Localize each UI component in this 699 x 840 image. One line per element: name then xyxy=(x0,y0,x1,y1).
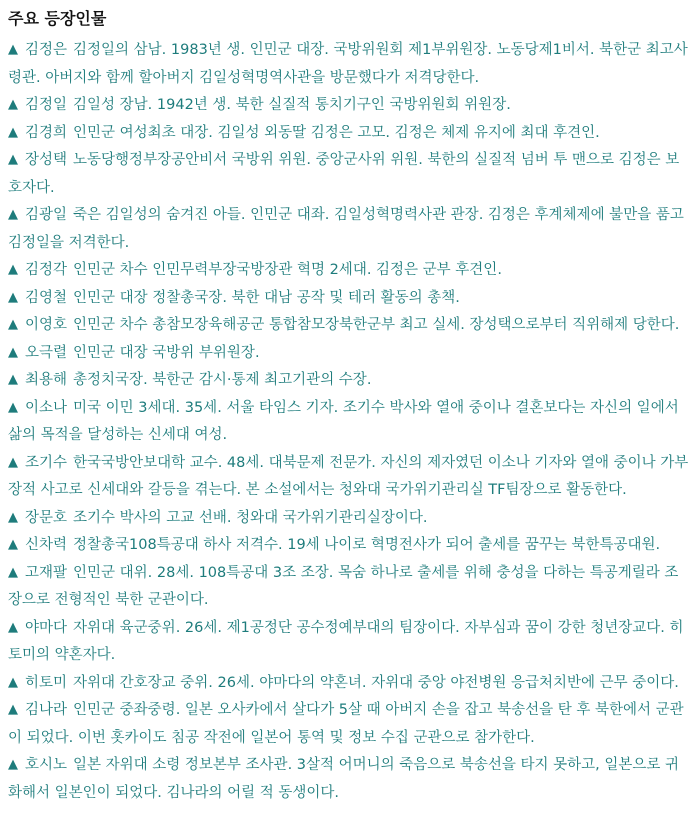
character-entry xyxy=(8,312,691,340)
triangle-bullet-icon: ▲ xyxy=(8,289,18,305)
triangle-bullet-icon: ▲ xyxy=(8,152,18,167)
character-entry xyxy=(8,532,691,560)
character-description: 한국국방안보대학 교수. 48세. 대북문제 전문가. 자신의 제자였던 이소나 기자와 열애 중이나 가부장적 사고로 신세대와 갈등을 겪는다. 본 소설에서는 청와대 국가위기관리실 TF팀장으로 활동한다. xyxy=(8,454,689,498)
character-description: 인민군 여성최초 대장. 김일성 외동딸 김정은 고모. 김정은 체제 유지에 최대 후견인. xyxy=(73,124,600,141)
character-name: 장성택 xyxy=(25,152,68,168)
character-description: 인민군 차수 인민무력부장국방장관 혁명 2세대. 김정은 군부 후견인. xyxy=(73,262,502,278)
character-name: 김나라 xyxy=(25,702,68,718)
character-name: 김영철 xyxy=(25,289,68,306)
character-entry xyxy=(8,202,691,257)
character-name: 조기수 xyxy=(25,454,68,471)
character-entry xyxy=(8,285,691,313)
triangle-bullet-icon: ▲ xyxy=(8,619,18,635)
triangle-bullet-icon: ▲ xyxy=(8,372,18,387)
character-description: 인민군 대장 정찰총국장. 북한 대남 공작 및 테러 활동의 총책. xyxy=(73,289,460,306)
triangle-bullet-icon: ▲ xyxy=(8,702,18,717)
character-description: 정찰총국108특공대 하사 저격수. 19세 나이로 혁명전사가 되어 출세를 꿈꾸는 북한특공대원. xyxy=(73,537,661,553)
character-name: 오극렬 xyxy=(25,344,68,361)
character-entry xyxy=(8,37,691,92)
triangle-bullet-icon: ▲ xyxy=(8,124,18,140)
character-list xyxy=(8,37,691,807)
character-description: 인민군 중좌중령. 일본 오사카에서 살다가 5살 때 아버지 손을 잡고 북송선을 탄 후 북한에서 군관이 되었다. 이번 홋카이도 침공 작전에 일본어 통역 및 정보 수집 군관으로 참가한다. xyxy=(8,702,684,746)
page-title: 주요 등장인물 xyxy=(8,9,107,28)
triangle-bullet-icon: ▲ xyxy=(8,564,18,580)
character-entry xyxy=(8,340,691,368)
character-name: 야마다 xyxy=(25,619,68,636)
character-entry xyxy=(8,120,691,148)
character-description: 총정치국장. 북한군 감시·통제 최고기관의 수장. xyxy=(73,372,372,388)
character-name: 최용해 xyxy=(25,372,68,388)
character-name: 이영호 xyxy=(25,317,68,333)
character-entry xyxy=(8,450,691,505)
character-entry xyxy=(8,367,691,395)
character-name: 고재팔 xyxy=(25,564,68,581)
character-name: 김광일 xyxy=(25,207,68,223)
character-name: 장문호 xyxy=(25,509,68,526)
character-name: 신차력 xyxy=(25,537,68,553)
character-name: 호시노 xyxy=(25,757,68,773)
triangle-bullet-icon: ▲ xyxy=(8,97,18,112)
character-entry xyxy=(8,752,691,807)
triangle-bullet-icon: ▲ xyxy=(8,509,18,525)
character-entry xyxy=(8,615,691,670)
character-description: 인민군 대위. 28세. 108특공대 3조 조장. 목숨 하나로 출세를 위해 충성을 다하는 특공게릴라 조장으로 전형적인 북한 군관이다. xyxy=(8,564,679,608)
character-name: 김정일 xyxy=(25,97,68,113)
character-description: 일본 자위대 소령 정보본부 조사관. 3살적 어머니의 죽음으로 북송선을 타지 못하고, 일본으로 귀화해서 일본인이 되었다. 김나라의 어릴 적 동생이다. xyxy=(8,757,680,801)
character-entry xyxy=(8,670,691,698)
triangle-bullet-icon: ▲ xyxy=(8,674,18,690)
triangle-bullet-icon: ▲ xyxy=(8,42,18,57)
triangle-bullet-icon: ▲ xyxy=(8,344,18,360)
character-description: 김일성 장남. 1942년 생. 북한 실질적 통치기구인 국방위원회 위원장. xyxy=(73,97,511,113)
character-description: 죽은 김일성의 숨겨진 아들. 인민군 대좌. 김일성혁명력사관 관장. 김정은 후계체제에 불만을 품고 김정일을 저격한다. xyxy=(8,207,684,251)
character-description: 자위대 간호장교 중위. 26세. 야마다의 약혼녀. 자위대 중앙 야전병원 응급처치반에 근무 중이다. xyxy=(73,674,679,691)
character-name: 김정은 xyxy=(25,42,68,58)
triangle-bullet-icon: ▲ xyxy=(8,262,18,277)
triangle-bullet-icon: ▲ xyxy=(8,454,18,470)
triangle-bullet-icon: ▲ xyxy=(8,537,18,552)
triangle-bullet-icon: ▲ xyxy=(8,757,18,772)
character-entry xyxy=(8,560,691,615)
triangle-bullet-icon: ▲ xyxy=(8,317,18,332)
character-entry xyxy=(8,395,691,450)
character-entry xyxy=(8,257,691,285)
character-entry xyxy=(8,505,691,533)
triangle-bullet-icon: ▲ xyxy=(8,207,18,222)
character-description: 노동당행정부장공안비서 국방위 위원. 중앙군사위 위원. 북한의 실질적 넘버 투 맨으로 김정은 보호자다. xyxy=(8,152,680,196)
character-description: 자위대 육군중위. 26세. 제1공정단 공수정예부대의 팀장이다. 자부심과 꿈이 강한 청년장교다. 히토미의 약혼자다. xyxy=(8,619,684,663)
character-name: 김경희 xyxy=(25,124,68,141)
character-description: 김정일의 삼남. 1983년 생. 인민군 대장. 국방위원회 제1부위원장. 노동당제1비서. 북한군 최고사령관. 아버지와 함께 할아버지 김일성혁명역사관을 방문했다가 저격당한다. xyxy=(8,42,688,86)
character-entry xyxy=(8,147,691,202)
triangle-bullet-icon: ▲ xyxy=(8,399,18,415)
character-name: 이소나 xyxy=(25,399,68,416)
character-description: 인민군 차수 총참모장육해공군 통합참모장북한군부 최고 실세. 장성택으로부터 직위해제 당한다. xyxy=(73,317,680,333)
character-name: 히토미 xyxy=(25,674,68,691)
character-entry xyxy=(8,92,691,120)
character-description: 미국 이민 3세대. 35세. 서울 타임스 기자. 조기수 박사와 열애 중이나 결혼보다는 자신의 일에서 삶의 목적을 달성하는 신세대 여성. xyxy=(8,399,679,443)
character-entry xyxy=(8,697,691,752)
character-description: 조기수 박사의 고교 선배. 청와대 국가위기관리실장이다. xyxy=(73,509,428,526)
character-description: 인민군 대장 국방위 부위원장. xyxy=(73,344,260,361)
character-name: 김정각 xyxy=(25,262,68,278)
